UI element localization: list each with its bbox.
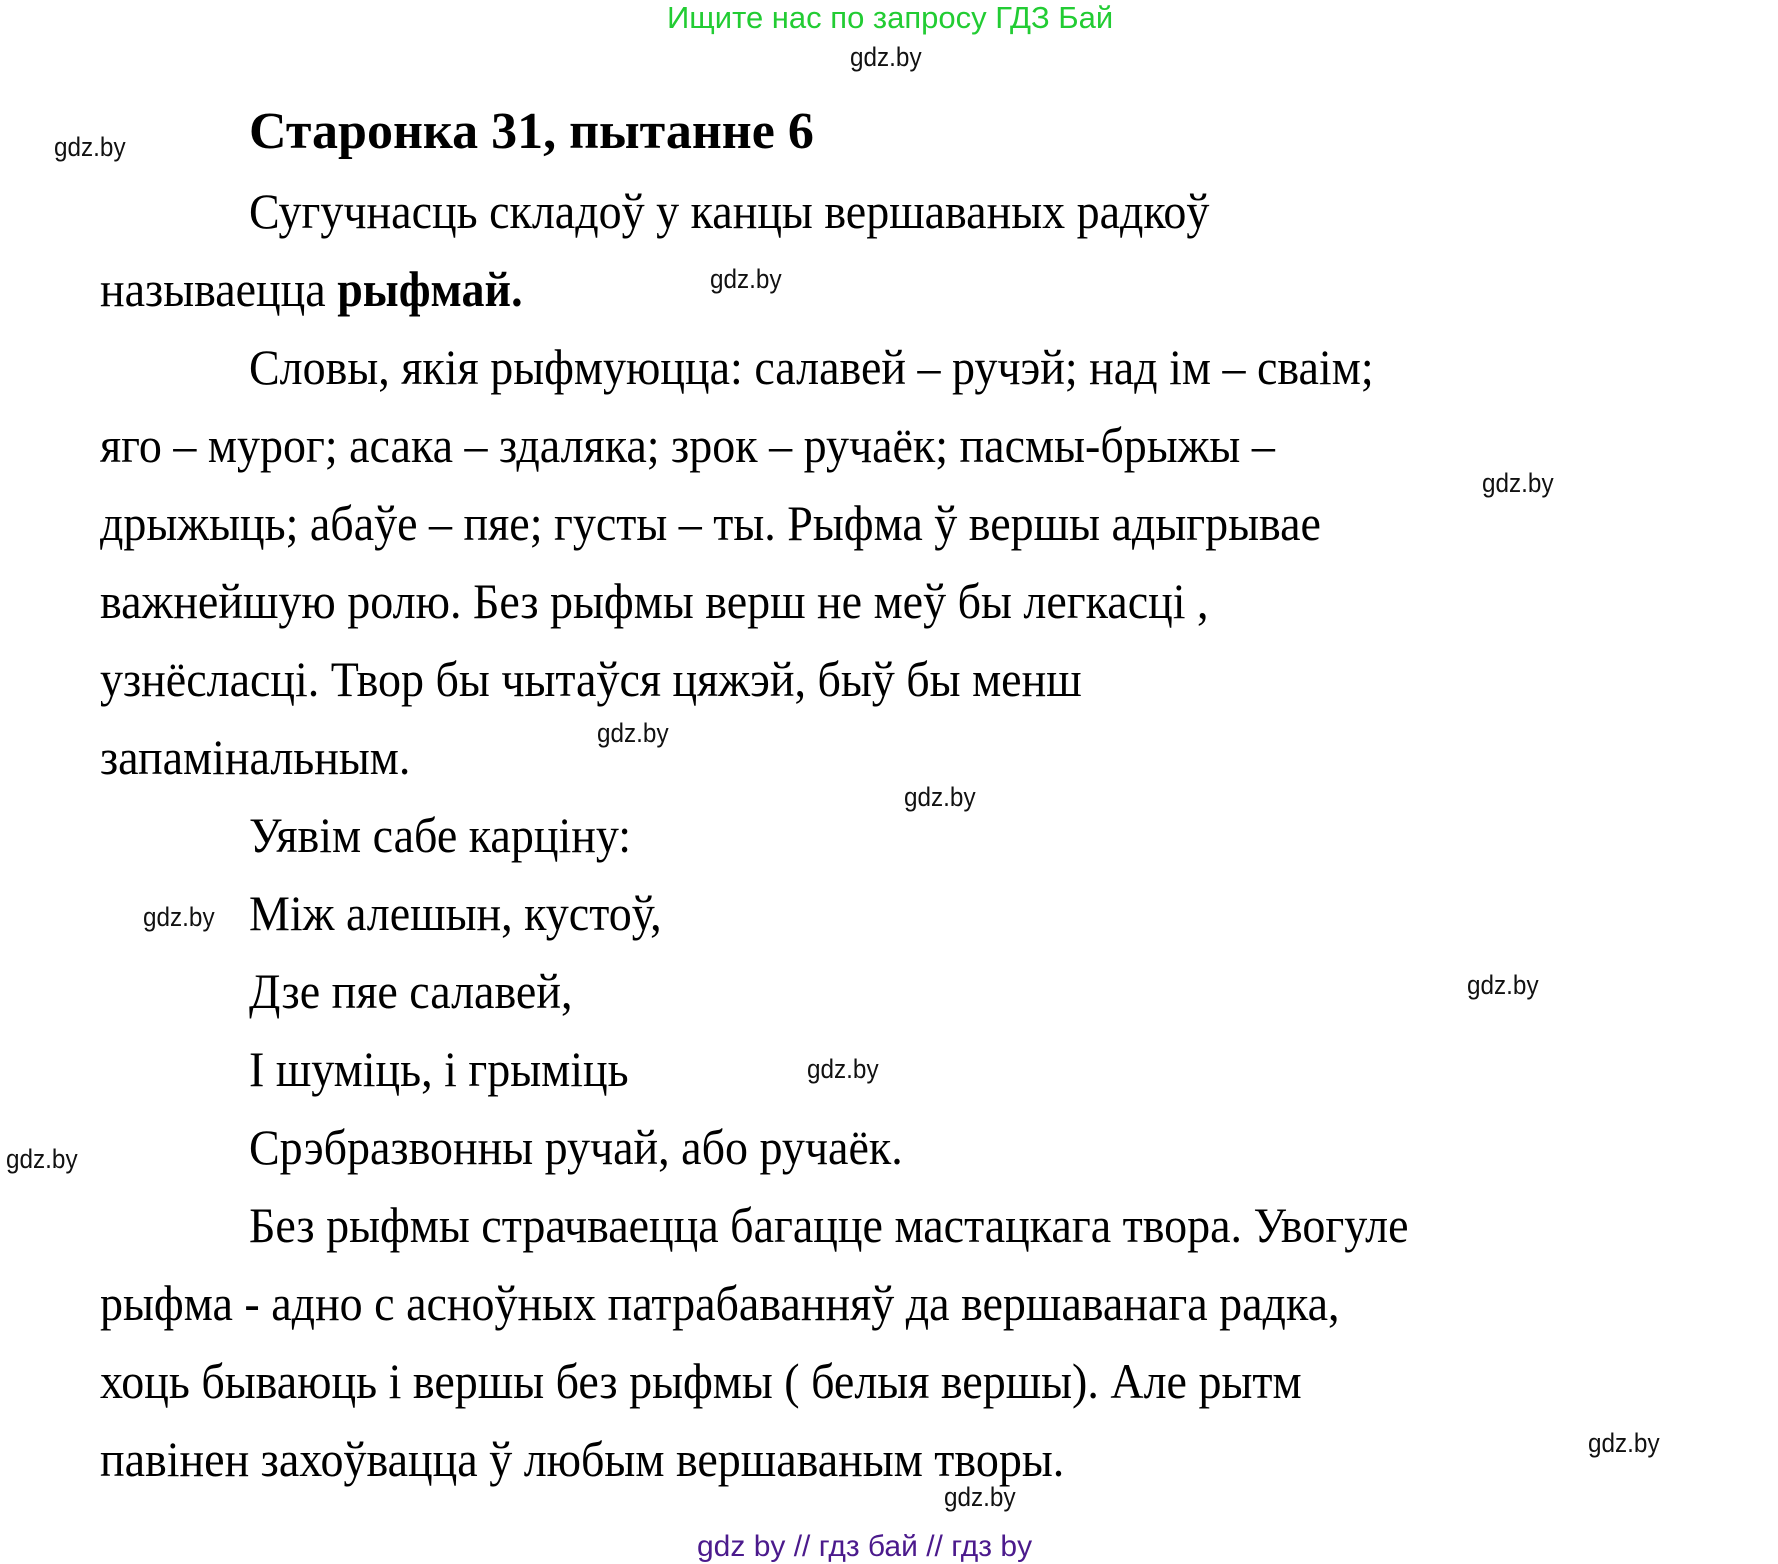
paragraph-line: яго – мурог; асака – здаляка; зрок – ручаёк; пасмы-брыжы – [100, 417, 1275, 473]
footer-links: gdz by // гдз бай // гдз by [697, 1530, 1033, 1563]
watermark: gdz.by [850, 42, 922, 72]
watermark: gdz.by [6, 1144, 78, 1174]
text: называецца [100, 261, 338, 317]
poem-line: Дзе пяе салавей, [249, 963, 573, 1019]
bold-term: рыфмай. [337, 261, 523, 317]
paragraph-line [100, 260, 523, 318]
poem-line: І шуміць, і грыміць [249, 1041, 629, 1097]
poem-line: Срэбразвонны ручай, або ручаёк. [249, 1119, 903, 1175]
paragraph-line: дрыжыць; абаўе – пяе; густы – ты. Рыфма ў вершы адыгрывае [100, 495, 1321, 551]
paragraph-line: Словы, якія рыфмуюцца: салавей – ручэй; над ім – сваім; [249, 339, 1374, 395]
paragraph-line: Без рыфмы страчваецца багацце мастацкага твора. Увогуле [249, 1197, 1409, 1253]
paragraph-line: Сугучнасць складоў у канцы вершаваных радкоў [249, 183, 1210, 239]
watermark: gdz.by [597, 718, 669, 748]
watermark: gdz.by [904, 782, 976, 812]
paragraph-line: павінен захоўвацца ў любым вершаваным творы. [100, 1431, 1065, 1487]
poem-line: Між алешын, кустоў, [249, 885, 662, 941]
watermark: gdz.by [807, 1054, 879, 1084]
paragraph-line: важнейшую ролю. Без рыфмы верш не меў бы легкасці , [100, 573, 1209, 629]
watermark: gdz.by [1467, 970, 1539, 1000]
paragraph-line: запамінальным. [100, 729, 411, 785]
promo-banner: Ищите нас по запросу ГДЗ Бай [667, 0, 1114, 35]
paragraph-line: рыфма - адно с асноўных патрабаванняў да вершаванага радка, [100, 1275, 1340, 1331]
paragraph-line: хоць бываюць і вершы без рыфмы ( белыя вершы). Але рытм [100, 1353, 1302, 1409]
watermark: gdz.by [1482, 468, 1554, 498]
watermark: gdz.by [710, 264, 782, 294]
paragraph-line: Уявім сабе карціну: [249, 807, 632, 863]
watermark: gdz.by [1588, 1428, 1660, 1458]
watermark: gdz.by [54, 132, 126, 162]
watermark: gdz.by [143, 902, 215, 932]
paragraph-line: узнёсласці. Твор бы чытаўся цяжэй, быў бы менш [100, 651, 1082, 707]
watermark: gdz.by [944, 1482, 1016, 1512]
page-title: Старонка 31, пытанне 6 [249, 103, 814, 160]
